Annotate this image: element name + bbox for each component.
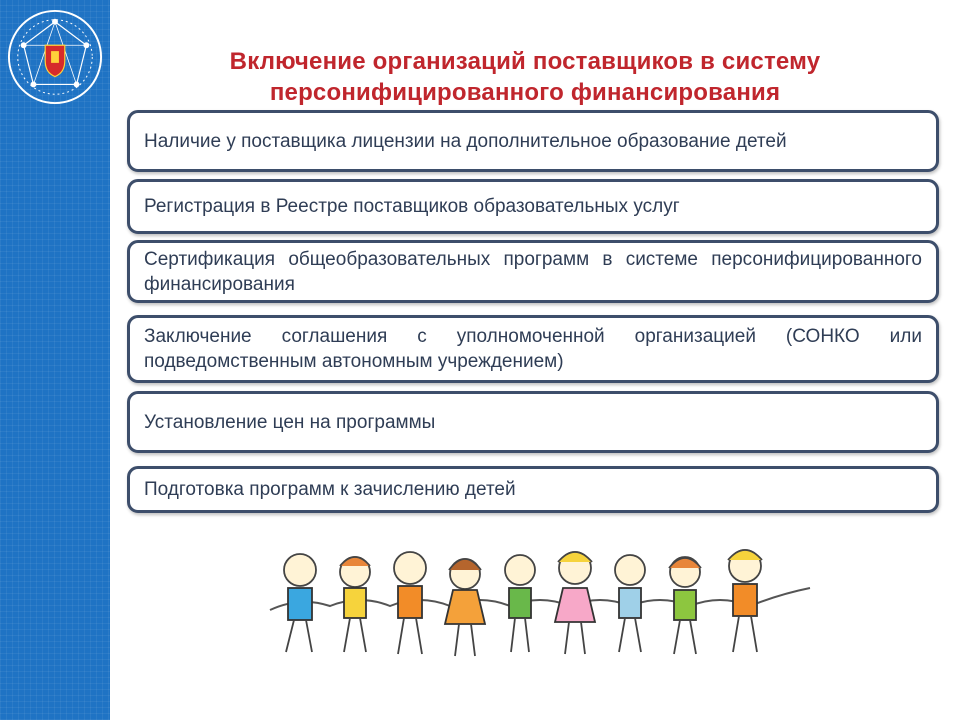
list-item: [127, 466, 939, 513]
regional-emblem-icon: [6, 8, 104, 106]
list-item: [127, 110, 939, 172]
list-item-text: Сертификация общеобразовательных программ в системе персонифицированного финансирования: [144, 248, 922, 295]
list-item: [127, 240, 939, 303]
list-item-text: Регистрация в Реестре поставщиков образовательных услуг: [144, 196, 680, 217]
children-holding-hands-illustration: [260, 548, 820, 670]
list-item: [127, 391, 939, 453]
list-item-text: Подготовка программ к зачислению детей: [144, 479, 516, 500]
list-item-text: Наличие у поставщика лицензии на дополнительное образование детей: [144, 130, 787, 152]
list-item-text: Заключение соглашения с уполномоченной организацией (СОНКО или подведомственным автономным учреждением): [144, 326, 922, 372]
list-item: [127, 315, 939, 383]
list-item: [127, 179, 939, 234]
side-decorative-band: [0, 0, 110, 720]
list-item-text: Установление цен на программы: [144, 411, 436, 433]
slide-title: Включение организаций поставщиков в систему персонифицированного финансирования: [229, 48, 821, 106]
